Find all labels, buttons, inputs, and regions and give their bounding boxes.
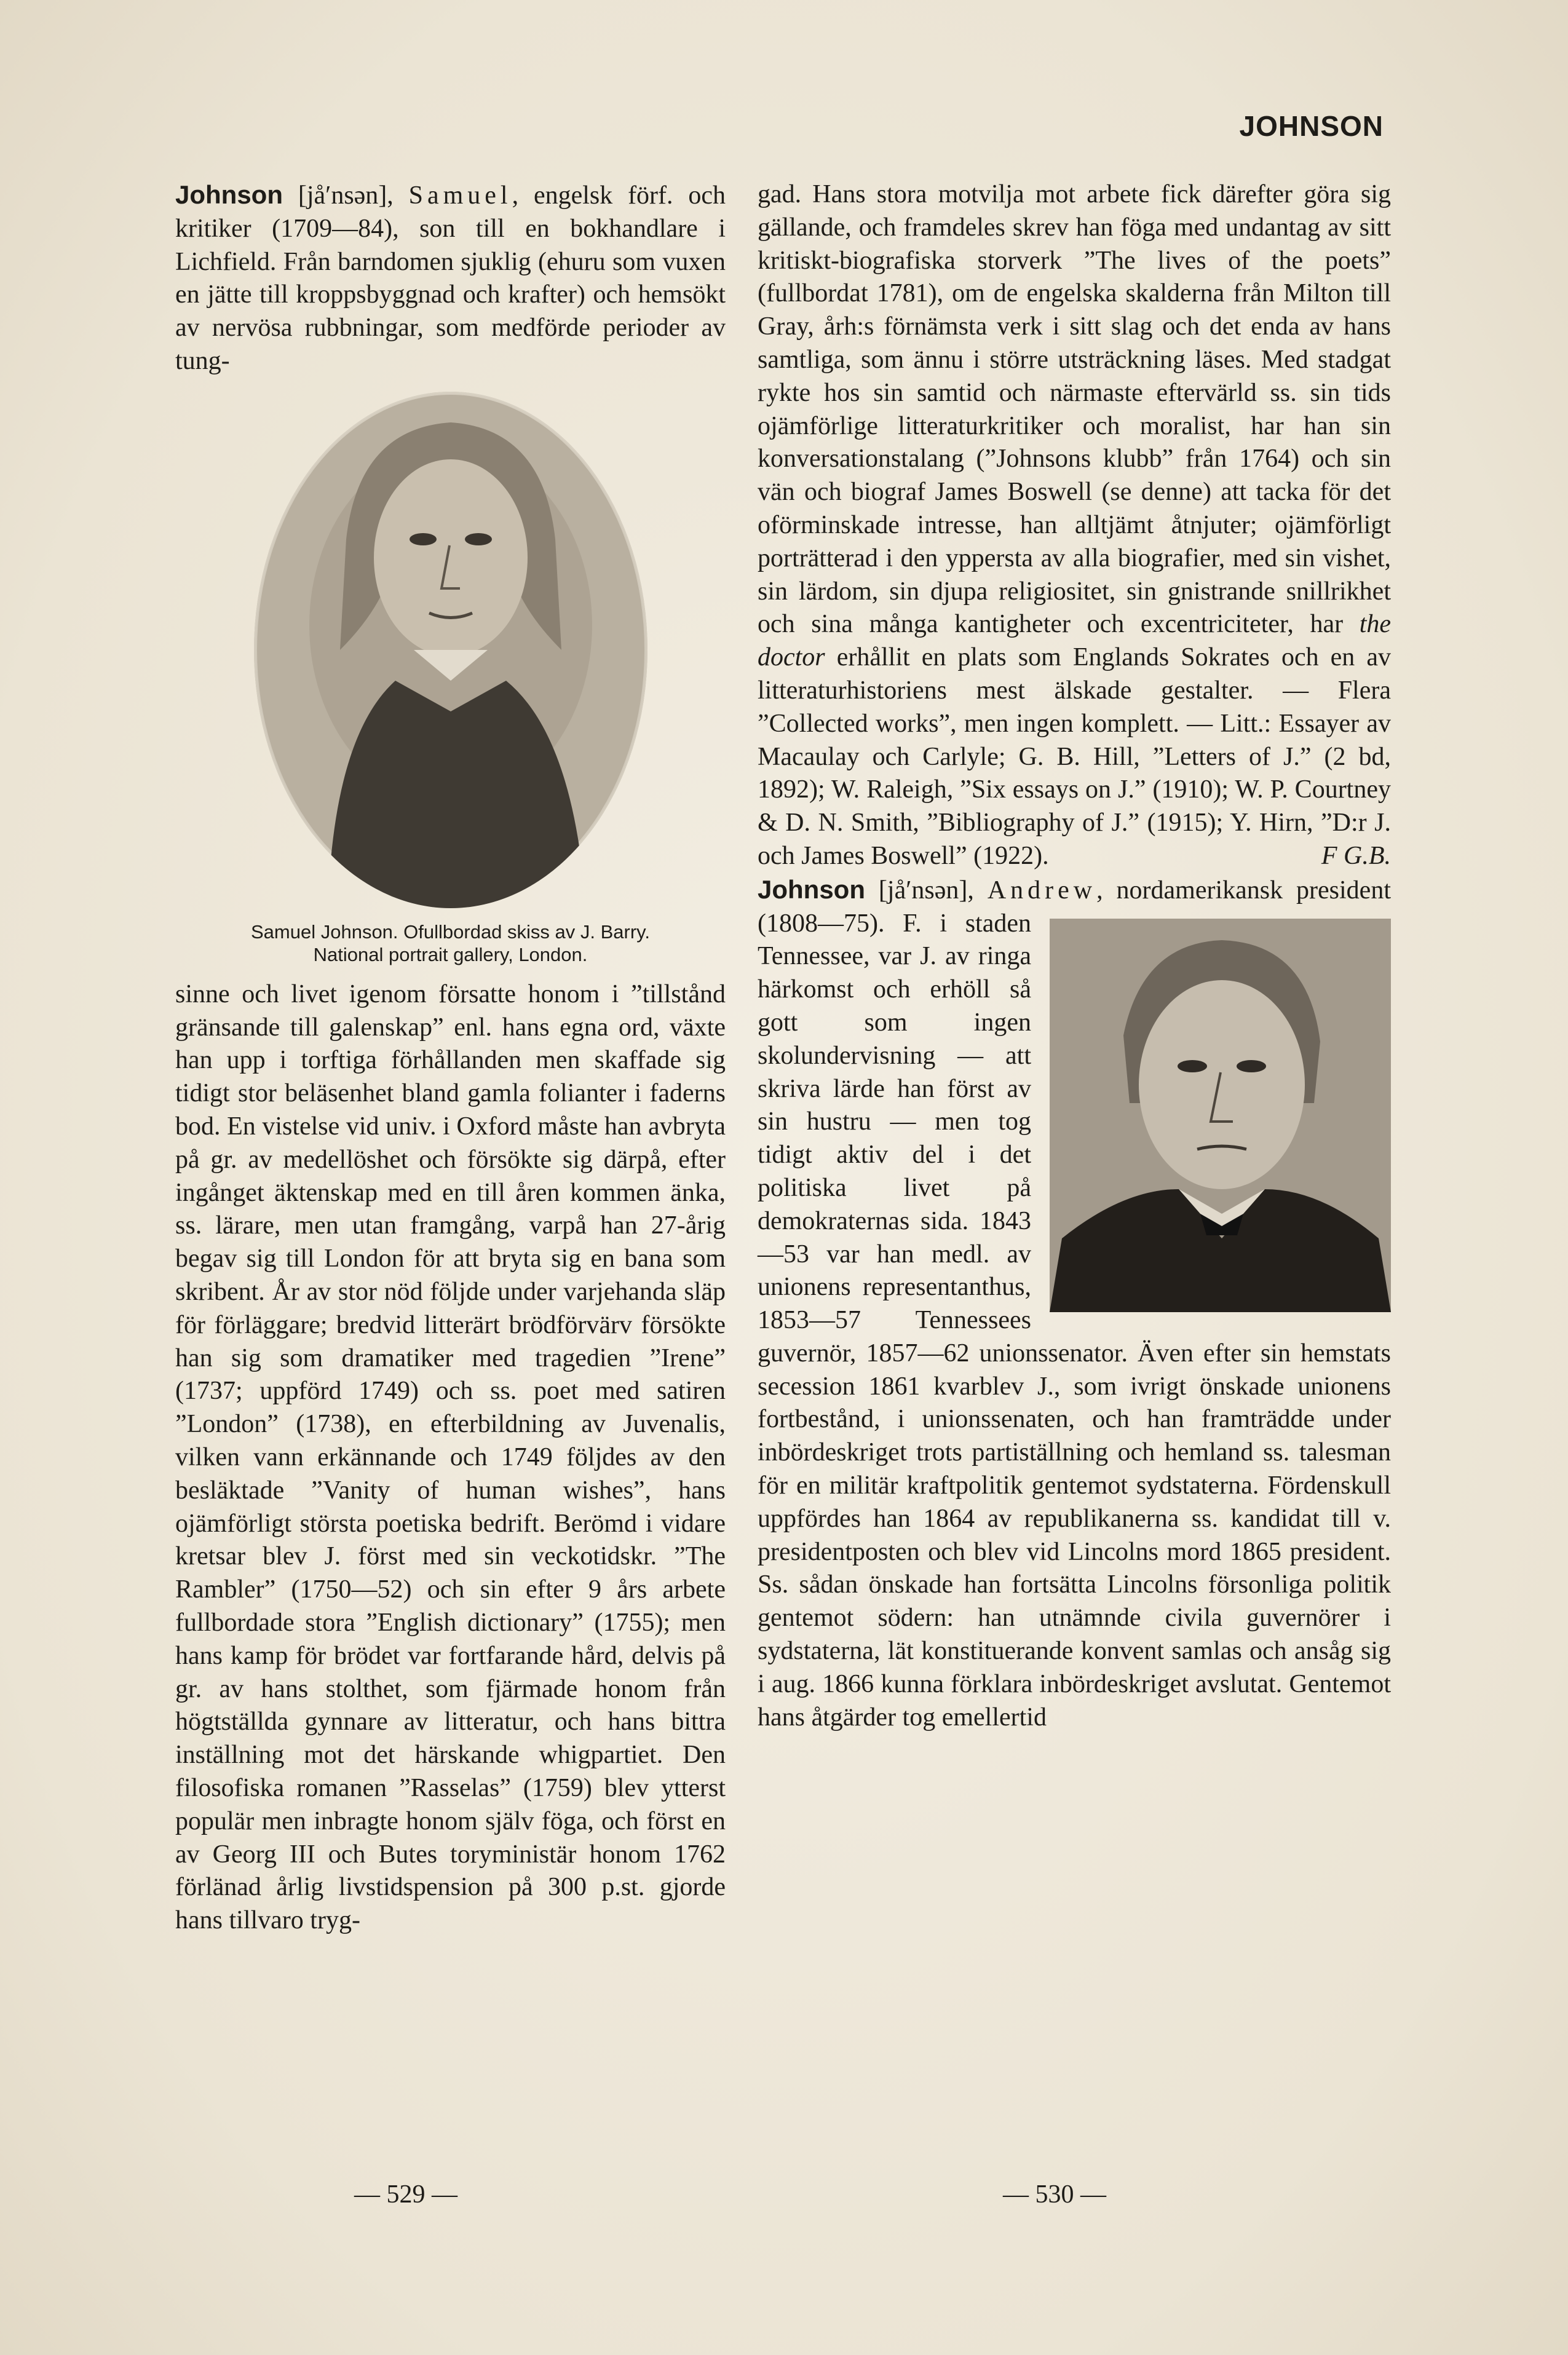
entry-text: , engelsk förf. och kritiker (1709—84), son till en bokhandlare i Lichfield. Från barndomen sjuklig (ehuru som vuxen en jätte till kroppsbyggnad och krafter) och hemsökt av nervösa rubbningar, som medförde perioder av tung- bbox=[175, 181, 726, 375]
entry-text: gad. Hans stora motvilja mot arbete fick därefter göra sig gällande, och framdeles skrev han föga med undantag av sitt kritiskt-biografiska storverk ”The lives of the poets” (fullbordat 1781), om de engelska skalderna från Milton till Gray, årh:s förnämsta verk i sitt slag och det enda av hans samtliga, som ännu i större utsträckning läses. Med stadgat rykte hos sin samtid och närmaste eftervärld ss. sin tids ojämförlige litteraturkritiker och moralist, har han sin konversationstalang (”Johnsons klubb” från 1764) och sin vän och biograf James Boswell (se denne) att tacka för det oförminskade intresse, han alltjämt åtnjuter; ojämförligt porträtterad i den yppersta av alla biografier, med sin vishet, sin lärdom, sin djupa religiositet, sin gnistrande snillrikhet och sina många kantigheter och excentriciteter, har bbox=[758, 180, 1391, 639]
entry-text: erhållit en plats som Englands Sokrates och en av litteraturhistoriens mest älskade gestalter. — Flera ”Collected works”, men ingen komplett. — Litt.: Essayer av Macaulay och Carlyle; G. B. Hill, ”Letters of J.” (2 bd, 1892); W. Raleigh, ”Six essays on J.” (1910); W. P. Courtney & D. N. Smith, ”Bibliography of J.” (1915); Y. Hirn, ”D:r J. och James Boswell” (1922). bbox=[758, 643, 1391, 870]
pronunciation: [jå′nsən], bbox=[283, 181, 409, 210]
first-name-samuel: Samuel bbox=[408, 181, 512, 210]
entry-samuel-johnson-intro bbox=[175, 178, 726, 378]
entry-andrew-johnson bbox=[758, 873, 1391, 1735]
page-number-right: — 530 — bbox=[1003, 2180, 1106, 2209]
entry-samuel-johnson-continued: sinne och livet igenom försatte honom i ”tillstånd gränsande till galenskap” enl. hans egna ord, växte han upp i torftiga förhållanden men skaffade sig tidigt stor beläsenhet bland gamla folianter i faderns bod. En vistelse vid univ. i Oxford måste han avbryta på gr. av medellöshet och försökte sig därpå, efter ingånget äktenskap med en till åren kommen änka, ss. lärare, men utan framgång, varpå han 27-årig begav sig till London för att bryta sig en bana som skribent. År av stor nöd följde under varjehanda släp för förläggare; bredvid litterärt brödförvärv försökte han sig som dramatiker med tragedien ”Irene” (1737; uppförd 1749) och ss. poet med satiren ”London” (1738), en efterbildning av Juvenalis, vilken vann erkännande och 1749 följdes av den besläktade ”Vanity of human wishes”, hans ojämförligt största poetiska bedrift. Berömd i vidare kretsar blev J. först med sin veckotidskr. ”The Rambler” (1750—52) och sin efter 9 års arbete fullbordade stora ”English dictionary” (1755); men hans kamp för brödet var fortfarande hård, delvis på gr. av hans stolthet, som fjärmade honom från högtställda gynnare av litteratur, och hans bittra inställning mot det härskande whigpartiet. Den filosofiska romanen ”Rasselas” (1759) blev ytterst populär men inbragte honom själv föga, och först en av Georg III och Butes toryministär honom 1762 förlänad årlig livstidspension på 300 p.st. gjorde hans tillvaro tryg- bbox=[175, 980, 726, 1935]
figure-caption-samuel-johnson: Samuel Johnson. Ofullbordad skiss av J. Barry. National portrait gallery, London. bbox=[251, 920, 650, 965]
pronunciation: [jå′nsən], bbox=[865, 876, 988, 904]
headword-andrew-johnson: Johnson bbox=[758, 874, 865, 904]
entry-text: , nordamerikansk president (1808—75). F. i staden Tennessee, var J. av ringa härkomst och erhöll så gott som ingen skolundervisning — att skriva lärde han först av sin hustru — men tog tidigt aktiv del i det politiska livet på demokraternas sida. 1843—53 var han medl. av unionens representanthus, 1853—57 Tennessees guvernör, 1857—62 unionssenator. Även efter sin hemstats secession 1861 kvarblev J., som ivrigt önskade unionens fortbestånd, i unionssenaten, och han framträdde under inbördeskriget trots partiställning och hemland ss. talesman för en militär kraftpolitik gentemot sydstaterna. Fördenskull uppfördes han 1864 av republikanerna ss. kandidat till v. presidentposten och blev vid Lincolns mord 1865 president. Ss. sådan önskade han fortsätta Lincolns försonliga politik gentemot södern: han utnämnde civila guvernörer i sydstaterna, lät konstituerande konvent samlas och ansåg sig i aug. 1866 kunna förklara inbördeskriget avslutat. Gentemot hans åtgärder tog emellertid bbox=[758, 876, 1391, 1732]
left-column bbox=[175, 178, 726, 1937]
entry-samuel-johnson-conclusion bbox=[758, 178, 1391, 873]
running-head: JOHNSON bbox=[1239, 110, 1384, 142]
portrait-samuel-johnson-image bbox=[254, 392, 647, 908]
first-name-andrew: Andrew bbox=[987, 876, 1097, 904]
author-signature: F G.B. bbox=[1321, 841, 1391, 870]
figure-samuel-johnson bbox=[175, 392, 726, 966]
right-column bbox=[758, 178, 1391, 1734]
page-number-left: — 529 — bbox=[354, 2180, 457, 2209]
italic-term: the doctor bbox=[758, 610, 1391, 672]
portrait-andrew-johnson-image bbox=[1050, 919, 1391, 1312]
headword-samuel-johnson: Johnson bbox=[175, 180, 283, 209]
